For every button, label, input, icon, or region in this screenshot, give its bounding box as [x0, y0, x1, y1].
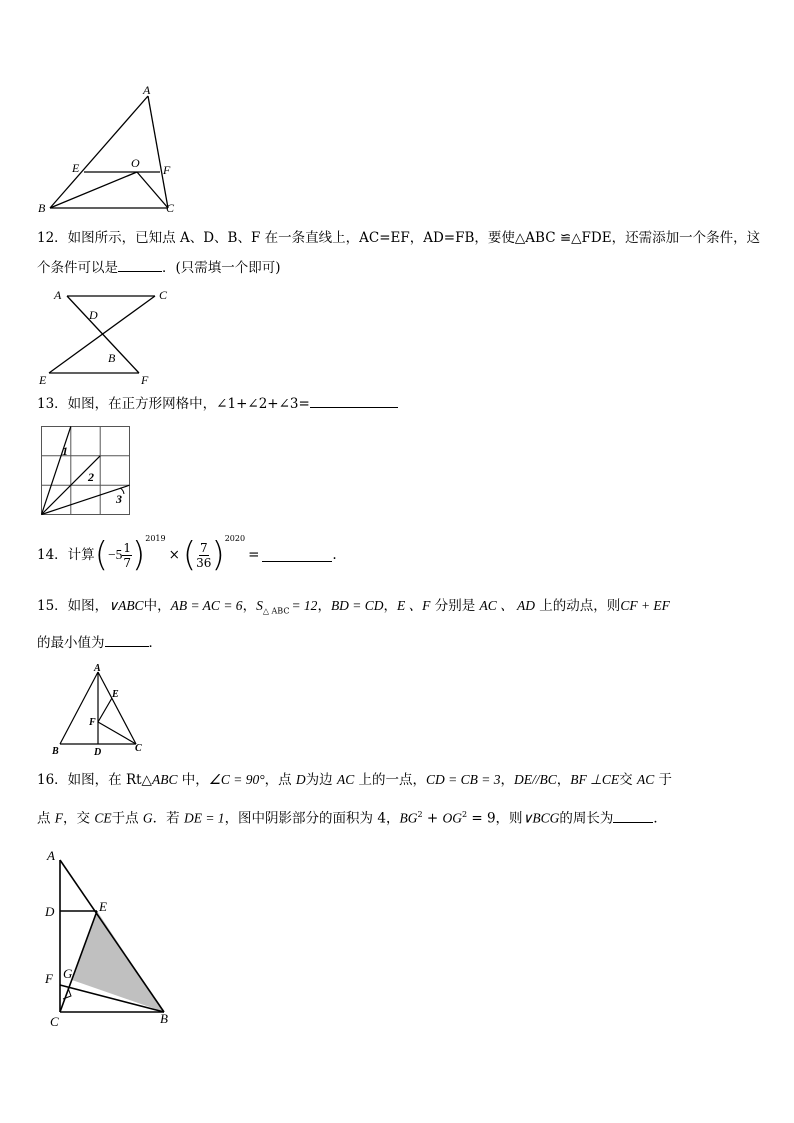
- q15-label-d: D: [94, 747, 102, 758]
- q15-line1: 15．如图，∨ABC中，AB = AC = 6，$S_{\triangle ABC} = 12$，BD = CD，E 、F 分别是 AC 、 AD 上的动点，则CF + EF: [37, 598, 670, 616]
- q11-label-a: A: [143, 83, 151, 97]
- q11-label-e: E: [72, 161, 80, 175]
- q15-label-b: B: [52, 746, 59, 757]
- q15-answer-blank[interactable]: [105, 634, 149, 647]
- q11-label-c: C: [166, 201, 175, 215]
- q16-label-d: D: [45, 904, 55, 919]
- q12-label-b: B: [108, 351, 116, 365]
- q15-label-c: C: [135, 743, 142, 754]
- q13-text: 13．如图，在正方形网格中，∠1+∠2+∠3=: [37, 394, 398, 414]
- q13-answer-blank[interactable]: [310, 395, 398, 408]
- q11-label-f: F: [163, 163, 171, 177]
- q12-label-d: D: [89, 308, 98, 322]
- q14-exponent-1: 2019: [145, 534, 166, 543]
- q14-expression: 14．计算 ( −5 $\frac{1}{7}$ ) 2019 × ( $\frac{7}{36}$ ) 2020 = .: [37, 530, 337, 580]
- q11-figure: [30, 80, 190, 220]
- q11-label-b: B: [38, 201, 46, 215]
- q13-grid-figure: [40, 425, 135, 520]
- q16-label-a: A: [47, 848, 55, 863]
- q12-figure: [35, 286, 180, 386]
- q12-line1: 12．如图所示，已知点 A、D、B、F 在一条直线上，AC=EF，AD=FB，要使△ABC ≌△FDE，还需添加一个条件，这: [37, 230, 761, 246]
- q12-answer-blank[interactable]: [118, 259, 162, 272]
- q16-label-b: B: [160, 1011, 168, 1026]
- q16-figure: [40, 845, 180, 1035]
- q15-figure: [48, 662, 153, 758]
- q14-exponent-2: 2020: [224, 534, 246, 543]
- q16-label-c: C: [50, 1014, 59, 1029]
- q14-answer-blank[interactable]: [262, 549, 332, 562]
- q15-label-f: F: [89, 717, 96, 728]
- q12-label-f: F: [141, 373, 149, 386]
- q14-fraction-1: $\frac{1}{7}$: [123, 540, 131, 570]
- q15-line2: 的最小值为 ．: [37, 635, 162, 651]
- q14-fraction-2: $\frac{7}{36}$: [196, 540, 212, 570]
- q12-label-c: C: [159, 288, 168, 302]
- q15-label-e: E: [112, 689, 119, 700]
- q12-label-a: A: [54, 288, 62, 302]
- q16-label-g: G: [63, 966, 73, 981]
- q11-label-o: O: [131, 156, 140, 170]
- q16-line1: 16．如图，在 Rt△ABC 中，∠C = 90°，点 D为边 AC 上的一点，CD = CB = 3，DE//BC，BF ⊥CE交 AC 于: [37, 772, 673, 788]
- q13-angle-3: 3: [116, 492, 122, 506]
- q16-answer-blank[interactable]: [613, 810, 653, 823]
- q13-angle-1: 1: [62, 444, 68, 458]
- q12-line2: 个条件可以是 ．(只需填一个即可): [37, 260, 281, 276]
- q12-label-e: E: [39, 373, 47, 386]
- q16-line2: 点 F，交 CE于点 G．若 DE = 1，图中阴影部分的面积为 4，$BG^2 + OG^2 = 9$，则∨BCG的周长为 ．: [37, 810, 667, 827]
- q16-label-e: E: [99, 899, 107, 914]
- q15-label-a: A: [94, 663, 101, 674]
- q13-angle-2: 2: [88, 470, 94, 484]
- q16-label-f: F: [45, 971, 53, 986]
